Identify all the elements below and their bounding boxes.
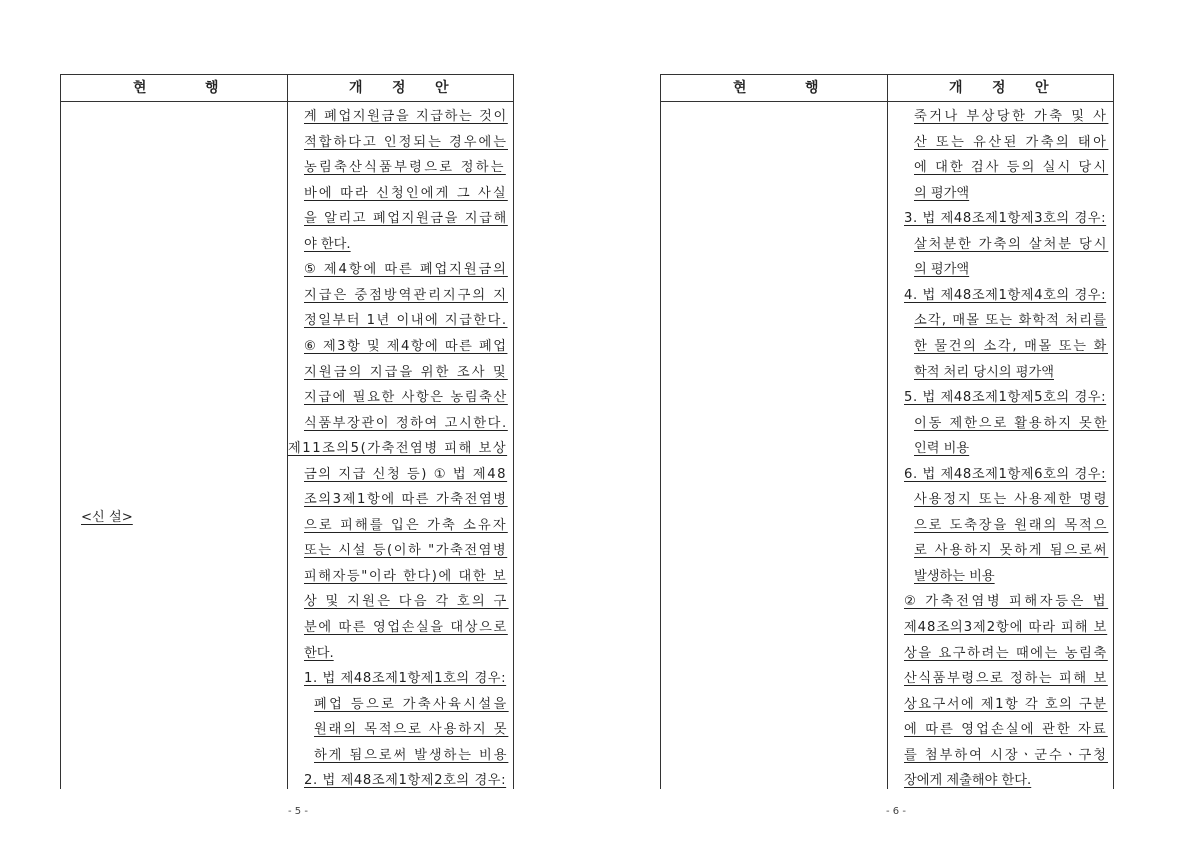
- header-proposal-char-2: 정: [992, 80, 1006, 96]
- header-current-char-1: 현: [733, 80, 747, 96]
- proposal-text-line: 를 첨부하여 시장ㆍ군수ㆍ구청: [904, 747, 1108, 763]
- proposal-text-line: 발생하는 비용: [914, 568, 995, 584]
- comparison-table: [60, 74, 514, 789]
- proposal-text-line: 상요구서에 제1항 각 호의 구분: [904, 696, 1108, 712]
- proposal-text-line: 상을 요구하려는 때에는 농림축: [904, 645, 1108, 661]
- proposal-text-line: 조의3제1항에 따른 가축전염병: [304, 492, 508, 508]
- proposal-text-line: 지원금의 지급을 위한 조사 및: [304, 364, 508, 380]
- comparison-table: [660, 74, 1114, 789]
- proposal-text-line: 의 평가액: [914, 185, 970, 201]
- proposal-text-line: 산식품부령으로 정하는 피해 보: [904, 671, 1108, 687]
- current-column: [661, 102, 887, 789]
- header-proposal-char-3: 안: [435, 80, 449, 96]
- proposal-text-line: 피해자등"이라 한다)에 대한 보: [304, 568, 508, 584]
- proposal-text-line: 사용정지 또는 사용제한 명령: [914, 492, 1109, 508]
- proposal-text-line: 의 평가액: [914, 262, 970, 278]
- current-column: [61, 102, 287, 789]
- proposal-text-line: 에 대한 검사 등의 실시 당시: [914, 160, 1109, 176]
- proposal-text-line: 제11조의5(가축전염병 피해 보상: [288, 441, 508, 457]
- proposal-text-line: 계 폐업지원금을 지급하는 것이: [304, 109, 508, 124]
- proposal-column: [288, 102, 513, 789]
- proposal-text-line: 소각, 매몰 또는 화학적 처리를: [914, 313, 1107, 329]
- header-proposal-char-1: 개: [349, 80, 363, 96]
- proposal-text-line: 야 한다.: [304, 236, 351, 252]
- proposal-text-line: 산 또는 유산된 가축의 태아: [914, 134, 1109, 150]
- proposal-text-line: 학적 처리 당시의 평가액: [914, 364, 1054, 380]
- proposal-text-line: 또는 시설 등(이하 "가축전염병: [304, 543, 508, 559]
- proposal-text-line: 지급에 필요한 사항은 농림축산: [304, 390, 508, 406]
- proposal-text-line: 제48조의3제2항에 따라 피해 보: [904, 620, 1108, 635]
- proposal-text-line: 으로 피해를 입은 가축 소유자: [304, 517, 508, 533]
- page-number: - 5 -: [288, 806, 308, 817]
- proposal-text-line: 1. 법 제48조제1항제1호의 경우:: [304, 671, 507, 687]
- header-current-char-2: 행: [805, 80, 819, 96]
- proposal-text-line: 원래의 목적으로 사용하지 못: [314, 722, 509, 738]
- proposal-text-line: 하게 됨으로써 발생하는 비용: [314, 747, 509, 763]
- proposal-text-line: ② 가축전염병 피해자등은 법: [904, 594, 1109, 610]
- proposal-text-line: 한다.: [304, 645, 334, 661]
- proposal-text-line: 이동 제한으로 활용하지 못한: [914, 415, 1109, 431]
- proposal-text-line: 6. 법 제48조제1항제6호의 경우:: [904, 466, 1107, 482]
- proposal-text-line: 으로 도축장을 원래의 목적으: [914, 517, 1109, 533]
- header-current-char-2: 행: [205, 80, 219, 96]
- header-proposal-char-3: 안: [1035, 80, 1049, 96]
- proposal-text-line: 인력 비용: [914, 441, 970, 457]
- proposal-text-line: 4. 법 제48조제1항제4호의 경우:: [904, 287, 1107, 303]
- page-number: - 6 -: [886, 806, 906, 817]
- proposal-text-line: 바에 따라 신청인에게 그 사실: [304, 185, 508, 201]
- proposal-column: [888, 102, 1113, 789]
- header-proposal-char-1: 개: [949, 80, 963, 96]
- proposal-text-line: 정일부터 1년 이내에 지급한다.: [304, 313, 508, 329]
- proposal-text-line: 살처분한 가축의 살처분 당시: [914, 236, 1109, 252]
- proposal-text-line: 2. 법 제48조제1항제2호의 경우:: [304, 773, 507, 789]
- proposal-text-line: 분에 따른 영업손실을 대상으로: [304, 620, 508, 635]
- proposal-text-line: 에 따른 영업손실에 관한 자료: [904, 722, 1108, 738]
- proposal-text-line: 폐업 등으로 가축사육시설을: [314, 696, 509, 712]
- header-proposal: [288, 75, 513, 101]
- proposal-text-line: 한 물건의 소각, 매몰 또는 화: [914, 338, 1108, 354]
- new-provision-marker: <신 설>: [81, 510, 133, 525]
- proposal-text-line: 지급은 중점방역관리지구의 지: [304, 287, 508, 303]
- proposal-text-line: 죽거나 부상당한 가축 및 사: [914, 109, 1109, 124]
- proposal-text-line: 농림축산식품부령으로 정하는: [304, 160, 506, 176]
- header-current-char-1: 현: [133, 80, 147, 96]
- proposal-text-line: ⑥ 제3항 및 제4항에 따른 폐업: [304, 338, 508, 354]
- proposal-text-line: 금의 지급 신청 등) ① 법 제48: [304, 466, 508, 482]
- proposal-text-line: 상 및 지원은 다음 각 호의 구: [304, 594, 509, 610]
- proposal-text-line: 장에게 제출해야 한다.: [904, 773, 1032, 789]
- proposal-text-line: 로 사용하지 못하게 됨으로써: [914, 543, 1109, 559]
- proposal-text-line: ⑤ 제4항에 따른 폐업지원금의: [304, 262, 508, 278]
- proposal-text-line: 3. 법 제48조제1항제3호의 경우:: [904, 211, 1107, 227]
- proposal-text-line: 식품부장관이 정하여 고시한다.: [304, 415, 508, 431]
- header-current: [61, 75, 287, 101]
- header-proposal-char-2: 정: [392, 80, 406, 96]
- header-proposal: [888, 75, 1113, 101]
- proposal-text-line: 5. 법 제48조제1항제5호의 경우:: [904, 390, 1107, 406]
- proposal-text-line: 적합하다고 인정되는 경우에는: [304, 134, 508, 150]
- page-6: [600, 0, 1200, 848]
- header-current: [661, 75, 887, 101]
- proposal-text-line: 을 알리고 폐업지원금을 지급해: [304, 211, 508, 227]
